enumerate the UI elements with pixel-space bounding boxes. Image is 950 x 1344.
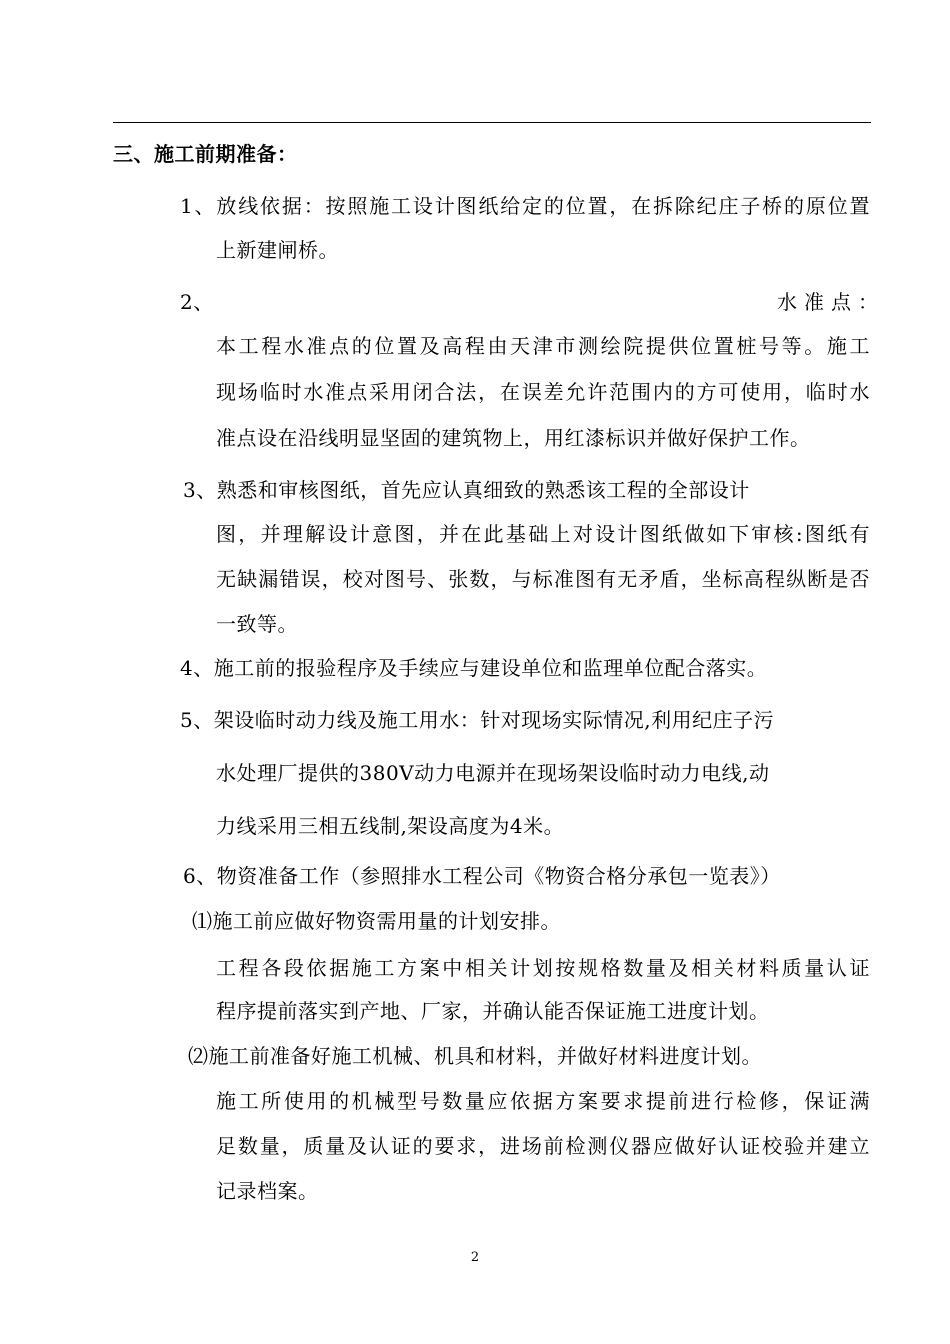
item-6-sub-2-line-1: 施工所使用的机械型号数量应依据方案要求提前进行检修，保证满: [216, 1089, 870, 1113]
item-5-line-1: 5、架设临时动力线及施工用水：针对现场实际情况,利用纪庄子污: [180, 708, 775, 732]
item-6-sub-2-line-2: 足数量，质量及认证的要求，进场前检测仪器应做好认证校验并建立: [216, 1134, 870, 1158]
item-2-line-1: 本工程水准点的位置及高程由天津市测绘院提供位置桩号等。施工: [216, 334, 870, 358]
item-6-sub-1-line-1: 工程各段依据施工方案中相关计划按规格数量及相关材料质量认证: [216, 956, 870, 980]
item-6-sub-1-title: ⑴施工前应做好物资需用量的计划安排。: [192, 909, 561, 933]
item-6-sub-2-title: ⑵施工前准备好施工机械、机具和材料，并做好材料进度计划。: [188, 1044, 762, 1068]
header-rule: [113, 122, 871, 123]
section-heading: 三、施工前期准备：: [113, 142, 298, 166]
page-number: 2: [470, 1250, 480, 1265]
item-2-title: 水准点：: [777, 290, 885, 314]
item-5-line-3: 力线采用三相五线制,架设高度为4米。: [216, 814, 565, 838]
item-2-line-3: 准点设在沿线明显坚固的建筑物上，用红漆标识并做好保护工作。: [216, 426, 811, 450]
item-3-line-2: 图，并理解设计意图，并在此基础上对设计图纸做如下审核:图纸有: [216, 522, 870, 546]
item-6-sub-2-line-3: 记录档案。: [216, 1179, 319, 1203]
item-2-number: 2、: [180, 290, 214, 314]
item-6-sub-1-line-2: 程序提前落实到产地、厂家，并确认能否保证施工进度计划。: [216, 999, 770, 1023]
item-6-line-1: 6、物资准备工作（参照排水工程公司《物资合格分承包一览表》）: [183, 864, 781, 888]
item-3-line-1: 3、熟悉和审核图纸，首先应认真细致的熟悉该工程的全部设计: [183, 478, 750, 502]
item-5-line-2: 水处理厂提供的380V动力电源并在现场架设临时动力电线,动: [216, 761, 770, 785]
item-1-line-1: 1、放线依据：按照施工设计图纸给定的位置，在拆除纪庄子桥的原位置: [180, 194, 870, 218]
item-3-line-4: 一致等。: [216, 612, 298, 636]
item-1-line-2: 上新建闸桥。: [216, 238, 339, 262]
item-2-line-2: 现场临时水准点采用闭合法，在误差允许范围内的方可使用，临时水: [216, 380, 870, 404]
item-4-line-1: 4、施工前的报验程序及手续应与建设单位和监理单位配合落实。: [180, 656, 768, 680]
item-3-line-3: 无缺漏错误，校对图号、张数，与标准图有无矛盾，坐标高程纵断是否: [216, 567, 870, 591]
